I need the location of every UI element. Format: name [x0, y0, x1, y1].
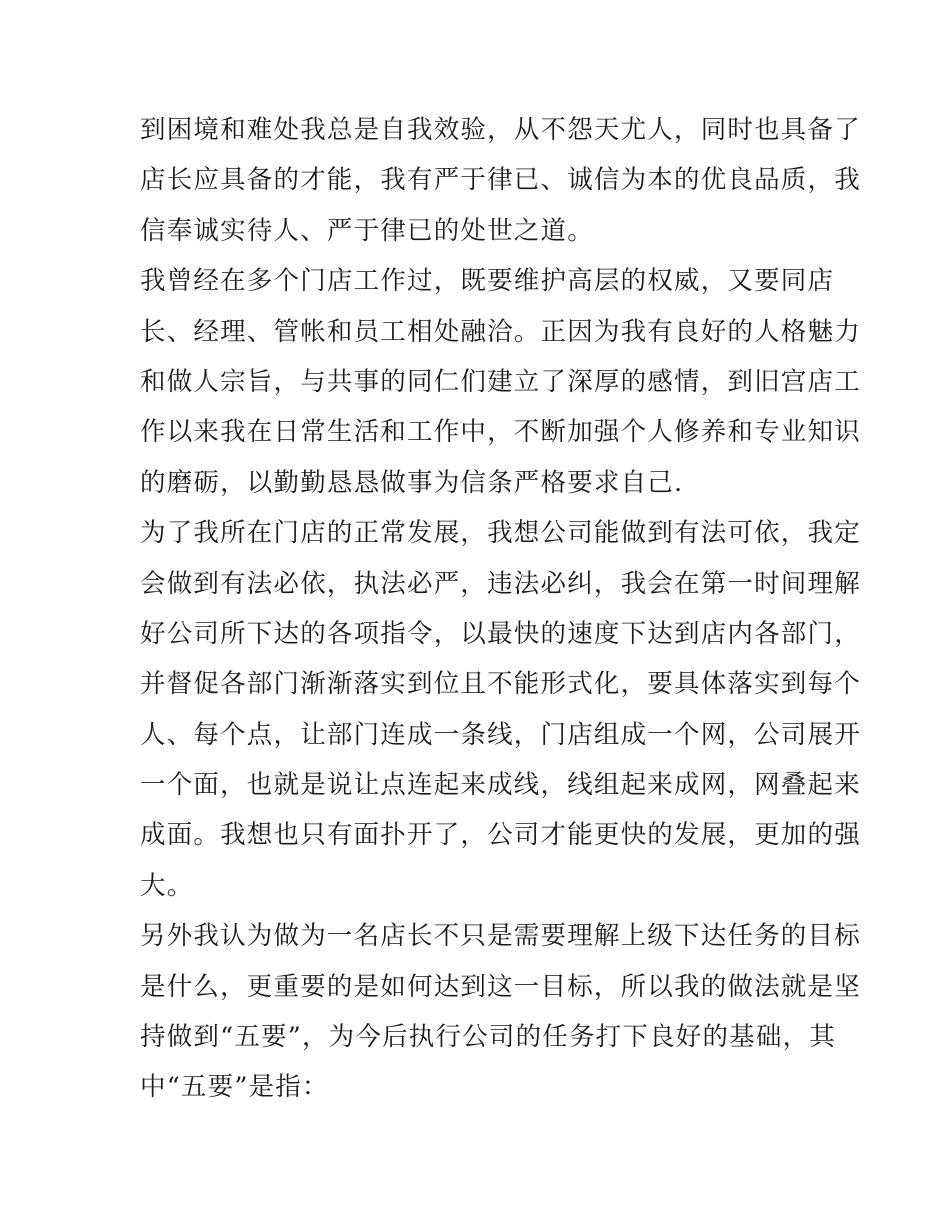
- text-line: 另外我认为做为一名店长不只是需要理解上级下达任务的目标: [140, 921, 861, 952]
- text-line: 并督促各部门渐渐落实到位且不能形式化，要具体落实到每个: [140, 669, 861, 700]
- text-line: 为了我所在门店的正常发展，我想公司能做到有法可依，我定: [140, 518, 861, 549]
- text-line: 的磨砺，以勤勤恳恳做事为信条严格要求自己.: [140, 467, 684, 498]
- text-line: 我曾经在多个门店工作过，既要维护高层的权威，又要同店: [140, 266, 835, 297]
- text-line: 人、每个点，让部门连成一条线，门店组成一个网，公司展开: [140, 719, 861, 750]
- text-line: 店长应具备的才能，我有严于律已、诚信为本的优良品质，我: [140, 165, 861, 196]
- text-line: 是什么，更重要的是如何达到这一目标，所以我的做法就是坚: [140, 971, 861, 1002]
- text-line: 到困境和难处我总是自我效验，从不怨天尤人，同时也具备了: [140, 115, 861, 145]
- text-line: 中“五要”是指：: [140, 1072, 329, 1103]
- text-line: 会做到有法必依，执法必严，违法必纠，我会在第一时间理解: [140, 568, 861, 599]
- text-line: 和做人宗旨，与共事的同仁们建立了深厚的感情，到旧宫店工: [140, 366, 861, 397]
- text-line: 信奉诚实待人、严于律已的处世之道。: [140, 215, 594, 246]
- text-line: 一个面，也就是说让点连起来成线，线组起来成网，网叠起来: [140, 770, 861, 801]
- body-text: [140, 112, 861, 1120]
- text-line: 长、经理、管帐和员工相处融洽。正因为我有良好的人格魅力: [140, 316, 861, 347]
- text-line: 成面。我想也只有面扑开了，公司才能更快的发展，更加的强: [140, 820, 861, 851]
- text-line: 作以来我在日常生活和工作中，不断加强个人修养和专业知识: [140, 417, 861, 448]
- text-line: 好公司所下达的各项指令，以最快的速度下达到店内各部门，: [140, 618, 861, 649]
- text-line: 持做到“五要”，为今后执行公司的任务打下良好的基础，其: [140, 1022, 836, 1053]
- text-line: 大。: [140, 870, 194, 901]
